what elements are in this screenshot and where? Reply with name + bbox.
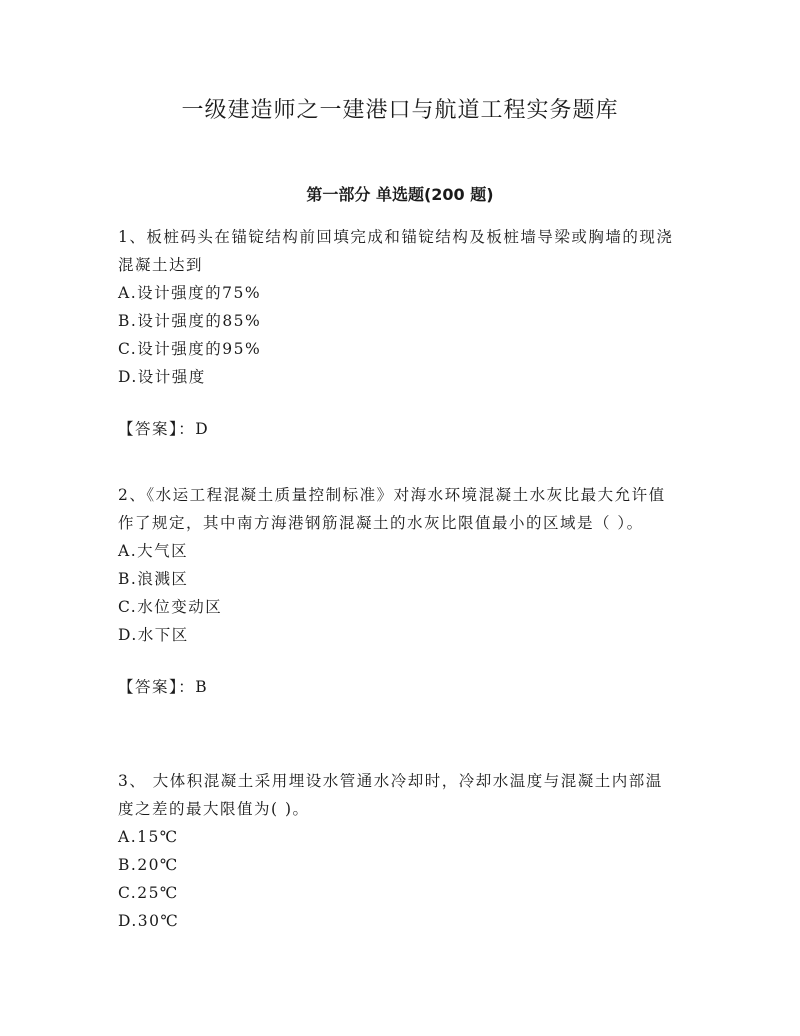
option-c: C.设计强度的95% [118,340,262,358]
option-b: B.设计强度的85% [118,312,262,330]
question-stem: 1、板桩码头在锚锭结构前回填完成和锚锭结构及板桩墙导梁或胸墙的现浇混凝土达到 [118,228,674,274]
question-stem: 3、 大体积混凝土采用埋设水管通水冷却时，冷却水温度与混凝土内部温度之差的最大限值为( )。 [118,772,663,818]
question-1 [118,223,678,443]
option-a: A.大气区 [118,542,189,560]
option-c: C.水位变动区 [118,598,223,616]
option-d: D.设计强度 [118,368,206,386]
option-d: D.水下区 [118,626,189,644]
option-a: A.设计强度的75% [118,284,262,302]
section-title: 第一部分 单选题(200 题) [306,185,494,204]
answer-line: 【答案】：D [118,420,210,438]
option-a: A.15℃ [118,828,179,846]
question-stem: 2、《水运工程混凝土质量控制标准》对海水环境混凝土水灰比最大允许值作了规定，其中南方海港钢筋混凝土的水灰比限值最小的区域是（ ）。 [118,486,666,532]
option-b: B.20℃ [118,856,179,874]
option-b: B.浪溅区 [118,570,189,588]
question-3 [118,767,678,935]
option-d: D.30℃ [118,912,180,930]
document-title: 一级建造师之一建港口与航道工程实务题库 [181,98,619,123]
question-2 [118,481,678,701]
option-c: C.25℃ [118,884,179,902]
answer-line: 【答案】：B [118,678,209,696]
